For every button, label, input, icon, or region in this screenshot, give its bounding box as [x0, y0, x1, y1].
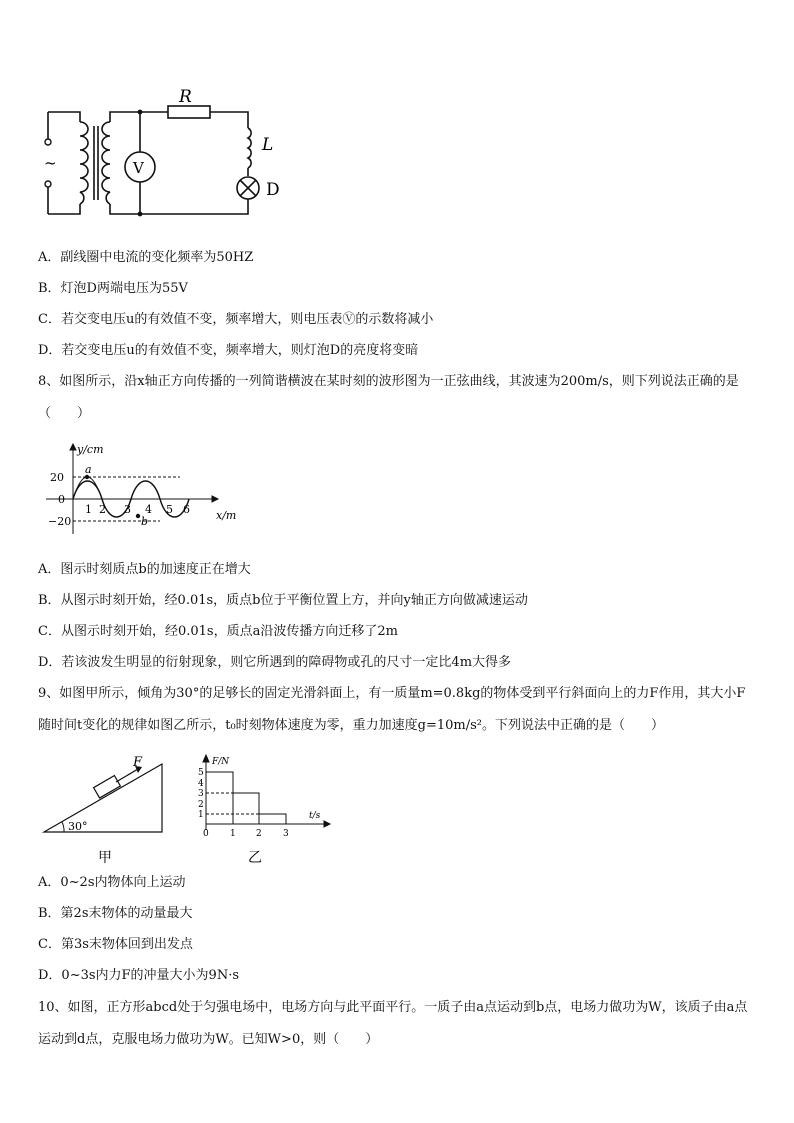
q9-option-b: B．第2s末物体的动量最大: [38, 906, 193, 921]
fgraph-ytick-4: 4: [198, 779, 204, 789]
q9-option-a: A．0~2s内物体向上运动: [38, 875, 186, 890]
circuit-diagram: [36, 84, 296, 234]
wave-xtick-1: 1: [85, 503, 92, 516]
q9-stem: 9、如图甲所示，倾角为30°的足够长的固定光滑斜面上，有一质量m=0.8kg的物体受到平行斜面向上的力F作用，其大小F随时间t变化的规律如图乙所示，t₀时刻物体速度为零，重力加速度g=10m/s²。下列说法中正确的是（ ）: [38, 686, 746, 733]
terminal-bottom: [45, 181, 51, 187]
fig-yi-caption: 乙: [248, 850, 262, 866]
q9-option-c: C．第3s末物体回到出发点: [38, 937, 193, 952]
fgraph-ytick-3: 3: [198, 789, 204, 799]
wave-ylabel: y/cm: [77, 443, 104, 456]
fgraph-ytick-1: 1: [198, 810, 204, 820]
fgraph-xtick-3: 3: [283, 829, 289, 839]
inductor-label: L: [262, 135, 274, 155]
fgraph-xlabel: t/s: [309, 811, 321, 821]
junction-bottom: [138, 212, 143, 217]
q8-option-b: B．从图示时刻开始，经0.01s，质点b位于平衡位置上方，并向y轴正方向做减速运动: [38, 593, 528, 608]
q7-option-c: C．若交变电压u的有效值不变，频率增大，则电压表Ⓥ的示数将减小: [38, 312, 434, 327]
terminal-top: [45, 139, 51, 145]
wave-ytick-neg20: −20: [48, 515, 72, 528]
q7-option-b: B．灯泡D两端电压为55V: [38, 281, 188, 296]
lamp-label: D: [266, 180, 280, 200]
fgraph-xtick-0: 0: [203, 829, 209, 839]
wave-xtick-2: 2: [99, 503, 106, 516]
q10-stem: 10、如图，正方形abcd处于匀强电场中，电场方向与此平面平行。一质子由a点运动到b点，电场力做功为W，该质子由a点运动到d点，克服电场力做功为W。已知W>0，则（ ）: [38, 1000, 748, 1047]
fgraph-ylabel: F/N: [212, 757, 230, 767]
q8-option-a: A．图示时刻质点b的加速度正在增大: [38, 562, 251, 577]
resistor-label: R: [179, 87, 192, 107]
wave-ytick-20: 20: [50, 471, 64, 484]
junction-top: [138, 110, 143, 115]
wave-xtick-3: 3: [124, 503, 131, 516]
point-b: [136, 514, 140, 518]
fgraph-xtick-1: 1: [230, 829, 236, 839]
wave-label-b: b: [141, 515, 149, 528]
q8-stem: 8、如图所示，沿x轴正方向传播的一列简谐横波在某时刻的波形图为一正弦曲线，其波速为200m/s，则下列说法正确的是（ ）: [38, 374, 739, 421]
q8-option-d: D．若该波发生明显的衍射现象，则它所遇到的障碍物或孔的尺寸一定比4m大得多: [38, 655, 512, 670]
source-symbol: ~: [44, 154, 57, 172]
fgraph-ytick-5: 5: [198, 768, 204, 778]
angle-label: 30°: [68, 820, 88, 833]
wave-graph: [40, 442, 250, 537]
incline-figure: [38, 752, 198, 867]
block: [94, 776, 121, 798]
fgraph-xtick-2: 2: [256, 829, 262, 839]
wave-ytick-0: 0: [58, 493, 65, 506]
voltmeter-label: V: [133, 159, 144, 177]
fig-jia-caption: 甲: [98, 850, 112, 866]
wave-xlabel: x/m: [216, 509, 237, 522]
force-label: F: [133, 755, 143, 770]
q7-option-d: D．若交变电压u的有效值不变，频率增大，则灯泡D的亮度将变暗: [38, 343, 419, 358]
fgraph-ytick-2: 2: [198, 800, 204, 810]
wave-xtick-6: 6: [183, 503, 190, 516]
q9-option-d: D．0~3s内力F的冲量大小为9N·s: [38, 968, 239, 983]
q7-option-a: A．副线圈中电流的变化频率为50HZ: [38, 250, 254, 265]
force-time-graph: [196, 752, 336, 867]
q8-option-c: C．从图示时刻开始，经0.01s，质点a沿波传播方向迁移了2m: [38, 624, 398, 639]
wave-label-a: a: [85, 463, 92, 476]
wave-xtick-5: 5: [166, 503, 173, 516]
wave-xtick-4: 4: [145, 503, 152, 516]
